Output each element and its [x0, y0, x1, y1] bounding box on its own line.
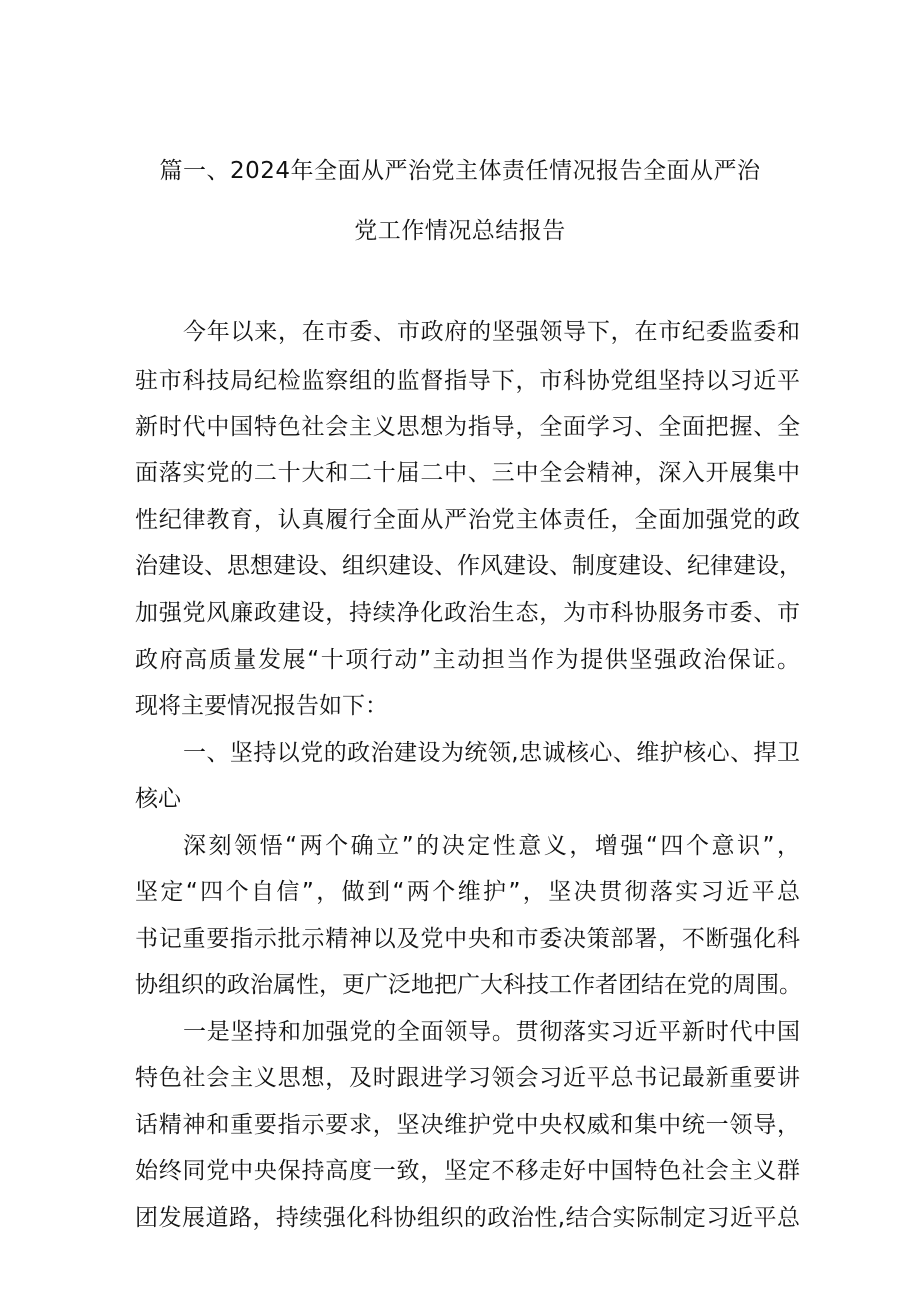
section-heading-line: 核心	[135, 786, 181, 812]
paragraph-line: 面落实党的二十大和二十届二中、三中全会精神，深入开展集中	[135, 460, 800, 486]
paragraph-line: 新时代中国特色社会主义思想为指导，全面学习、全面把握、全	[135, 414, 800, 440]
section-heading-line: 一、坚持以党的政治建设为统领,忠诚核心、维护核心、捍卫	[183, 740, 800, 766]
paragraph-line: 政府高质量发展“十项行动”主动担当作为提供坚强政治保证。	[135, 647, 800, 673]
paragraph-line: 深刻领悟“两个确立”的决定性意义，增强“四个意识”，	[183, 833, 800, 859]
document-title-line-1: 篇一、2024年全面从严治党主体责任情况报告全面从严治	[159, 158, 761, 184]
paragraph-line: 驻市科技局纪检监察组的监督指导下，市科协党组坚持以习近平	[135, 368, 800, 394]
paragraph-line: 协组织的政治属性，更广泛地把广大科技工作者团结在党的周围。	[135, 972, 802, 998]
paragraph-line: 治建设、思想建设、组织建设、作风建设、制度建设、纪律建设，	[135, 553, 802, 579]
document-title-line-2: 党工作情况总结报告	[354, 218, 566, 244]
paragraph-line: 今年以来，在市委、市政府的坚强领导下，在市纪委监委和	[183, 319, 800, 345]
paragraph-line: 特色社会主义思想，及时跟进学习领会习近平总书记最新重要讲	[135, 1065, 800, 1091]
paragraph-line: 坚定“四个自信”，做到“两个维护”，坚决贯彻落实习近平总	[135, 879, 800, 905]
paragraph-line: 加强党风廉政建设，持续净化政治生态，为市科协服务市委、市	[135, 600, 800, 626]
paragraph-line: 话精神和重要指示要求，坚决维护党中央权威和集中统一领导，	[135, 1112, 800, 1138]
paragraph-line: 始终同党中央保持高度一致，坚定不移走好中国特色社会主义群	[135, 1158, 800, 1184]
paragraph-line: 现将主要情况报告如下：	[135, 693, 388, 719]
paragraph-line: 一是坚持和加强党的全面领导。贯彻落实习近平新时代中国	[183, 1019, 800, 1045]
paragraph-line: 团发展道路，持续强化科协组织的政治性,结合实际制定习近平总	[135, 1205, 800, 1231]
paragraph-line: 性纪律教育，认真履行全面从严治党主体责任，全面加强党的政	[135, 507, 800, 533]
paragraph-line: 书记重要指示批示精神以及党中央和市委决策部署，不断强化科	[135, 926, 800, 952]
